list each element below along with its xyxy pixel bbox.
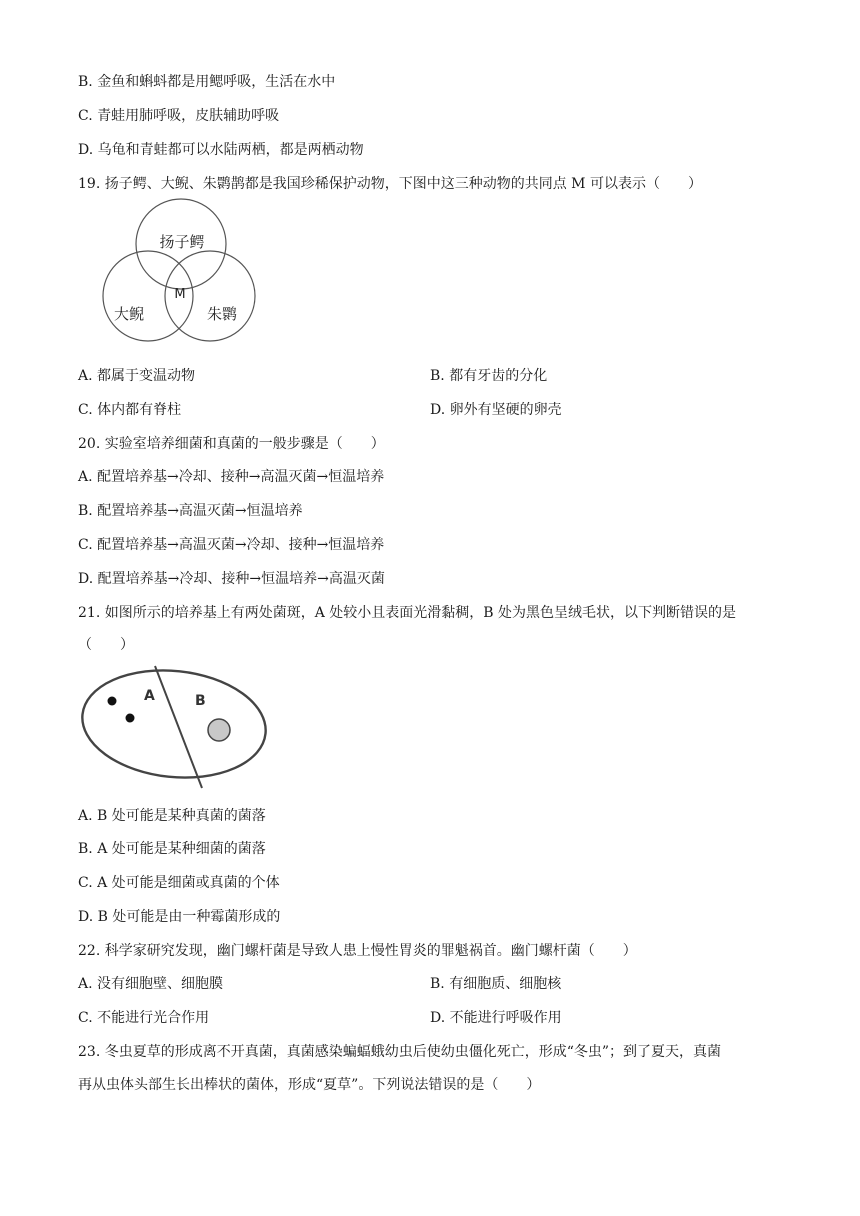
q22-option-b: B. 有细胞质、细胞核 — [430, 976, 562, 992]
q19-option-b: B. 都有牙齿的分化 — [430, 368, 548, 384]
q23-stem-line-1: 23. 冬虫夏草的形成离不开真菌，真菌感染蝙蝠蛾幼虫后使幼虫僵化死亡，形成“冬虫”；到了夏天，真菌 — [78, 1044, 722, 1060]
q18-option-c: C. 青蛙用肺呼吸，皮肤辅助呼吸 — [78, 108, 280, 124]
region-label-b: B — [195, 693, 206, 709]
q20-option-d: D. 配置培养基→冷却、接种→恒温培养→高温灭菌 — [78, 571, 385, 587]
colony-a-dot-2 — [126, 714, 135, 723]
q23-stem-line-2: 再从虫体头部生长出棒状的菌体，形成“夏草”。下列说法错误的是（ ） — [78, 1077, 541, 1093]
venn-label-center: M — [174, 287, 186, 302]
q21-option-a: A. B 处可能是某种真菌的菌落 — [78, 808, 266, 824]
colony-a-dot-1 — [108, 697, 117, 706]
colony-b — [208, 719, 230, 741]
petri-dish-outline — [78, 664, 271, 786]
q19-stem: 19. 扬子鳄、大鲵、朱鹮鹊都是我国珍稀保护动物，下图中这三种动物的共同点 M 可以表示（ ） — [78, 176, 702, 192]
venn-label-top: 扬子鳄 — [159, 233, 205, 251]
q20-option-c: C. 配置培养基→高温灭菌→冷却、接种→恒温培养 — [78, 537, 385, 553]
q22-option-d: D. 不能进行呼吸作用 — [430, 1010, 562, 1026]
q21-stem: 21. 如图所示的培养基上有两处菌斑，A 处较小且表面光滑黏稠，B 处为黑色呈绒毛状，以下判断错误的是 — [78, 605, 737, 621]
q20-option-b: B. 配置培养基→高温灭菌→恒温培养 — [78, 503, 303, 519]
q21-option-b: B. A 处可能是某种细菌的菌落 — [78, 841, 266, 857]
petri-dish-figure — [78, 664, 272, 794]
q18-option-b: B. 金鱼和蝌蚪都是用鳃呼吸，生活在水中 — [78, 74, 336, 90]
q22-option-c: C. 不能进行光合作用 — [78, 1010, 210, 1026]
venn-label-left: 大鲵 — [113, 305, 145, 323]
q21-option-d: D. B 处可能是由一种霉菌形成的 — [78, 909, 281, 925]
venn-diagram — [98, 196, 260, 346]
q19-option-a: A. 都属于变温动物 — [78, 368, 196, 384]
q22-stem: 22. 科学家研究发现，幽门螺杆菌是导致人患上慢性胃炎的罪魁祸首。幽门螺杆菌（ ） — [78, 943, 637, 959]
venn-label-right: 朱鹮 — [206, 305, 238, 323]
q21-option-c: C. A 处可能是细菌或真菌的个体 — [78, 875, 280, 891]
q19-option-d: D. 卵外有坚硬的卵壳 — [430, 402, 562, 418]
q20-option-a: A. 配置培养基→冷却、接种→高温灭菌→恒温培养 — [78, 469, 385, 485]
q18-option-d: D. 乌龟和青蛙都可以水陆两栖，都是两栖动物 — [78, 142, 364, 158]
q20-stem: 20. 实验室培养细菌和真菌的一般步骤是（ ） — [78, 436, 385, 452]
q22-option-a: A. 没有细胞壁、细胞膜 — [78, 976, 224, 992]
q21-paren: （ ） — [78, 637, 134, 653]
petri-dish-divider — [155, 666, 202, 788]
region-label-a: A — [144, 688, 155, 704]
q19-option-c: C. 体内都有脊柱 — [78, 402, 182, 418]
